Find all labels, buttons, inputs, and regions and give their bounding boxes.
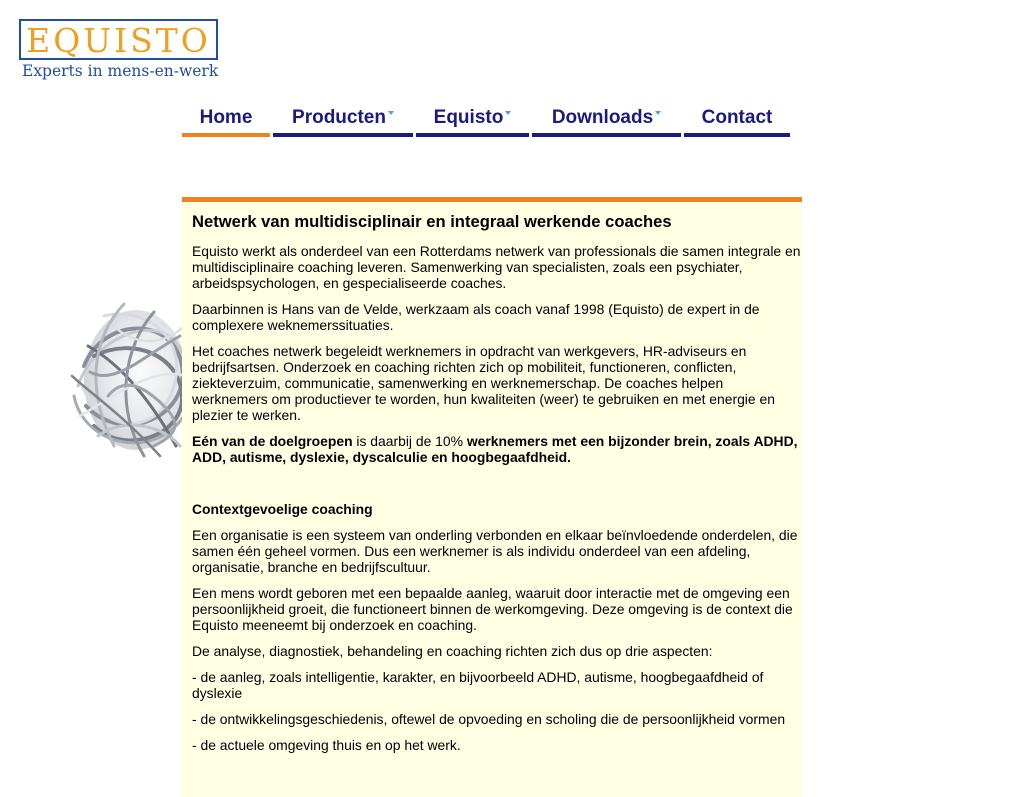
caret-down-icon: [505, 111, 511, 115]
nav-home-label: Home: [199, 106, 253, 128]
list-item: - de ontwikkelingsgeschiedenis, oftewel de opvoeding en scholing die de persoonlijkheid vormen: [192, 711, 786, 727]
page-title: Netwerk van multidisciplinair en integraal werkende coaches: [192, 212, 672, 231]
nav-contact[interactable]: [684, 102, 790, 137]
nav-downloads[interactable]: [532, 102, 681, 137]
caret-down-icon: [388, 111, 394, 115]
main-nav: [0, 102, 1024, 138]
paragraph: Het coaches netwerk begeleidt werknemers in opdracht van werkgevers, HR-adviseurs en bedrijfsartsen. Onderzoek en coaching richten zich op mobiliteit, functioneren, conflicten, ziekteverzuim, communicatie, samenwerking en werknemerschap. De coaches helpen werknemers om productiever te worden, hun kwaliteiten (weer) te gebruiken en met energie en plezier te werken.: [192, 343, 775, 423]
logo[interactable]: [19, 19, 218, 60]
nav-home[interactable]: [182, 102, 270, 137]
paragraph: Een mens wordt geboren met een bepaalde aanleg, waaruit door interactie met de omgeving een persoonlijkheid groeit, die functioneert binnen de werkomgeving. Deze omgeving is de context die Equisto meeneemt bij onderzoek en coaching.: [192, 585, 793, 633]
paragraph-target-group: [192, 433, 802, 465]
nav-producten[interactable]: [273, 102, 413, 137]
main-content: [182, 197, 802, 797]
text: is daarbij de 10%: [352, 433, 467, 449]
logo-text: EQUISTO: [26, 21, 211, 60]
paragraph: De analyse, diagnostiek, behandeling en coaching richten zich dus op drie aspecten:: [192, 643, 713, 659]
tagline: Experts in mens-en-werk: [22, 62, 219, 80]
nav-producten-label: Producten: [292, 106, 386, 128]
list-item: - de aanleg, zoals intelligentie, karakter, en bijvoorbeeld ADHD, autisme, hoogbegaafdheid of dyslexie: [192, 669, 764, 701]
nav-contact-label: Contact: [701, 106, 773, 128]
nav-downloads-label: Downloads: [551, 106, 654, 128]
paragraph: Een organisatie is een systeem van onderling verbonden en elkaar beïnvloedende onderdelen, die samen één geheel vormen. Dus een werknemer is als individu onderdeel van een afdeling, organisatie, branche en bedrijfscultuur.: [192, 527, 798, 575]
list-item: - de actuele omgeving thuis en op het werk.: [192, 737, 461, 753]
section-title: Contextgevoelige coaching: [192, 501, 373, 517]
emphasis: werknemers met een bijzonder brein, zoals ADHD, ADD, autisme, dyslexie, dyscalculie en hoogbegaafdheid.: [192, 433, 798, 465]
nav-equisto-label: Equisto: [433, 106, 504, 128]
paragraph: Daarbinnen is Hans van de Velde, werkzaam als coach vanaf 1998 (Equisto) de expert in de complexere weknemerssituaties.: [192, 301, 760, 333]
wire-ball-illustration: [64, 296, 188, 462]
caret-down-icon: [655, 111, 661, 115]
nav-equisto[interactable]: [416, 102, 529, 137]
emphasis: Eén van de doelgroepen: [192, 433, 353, 449]
paragraph: Equisto werkt als onderdeel van een Rotterdams netwerk van professionals die samen integrale en multidisciplinaire coaching leveren. Samenwerking van specialisten, zoals een psychiater, arbeidspsychologen, en gespecialiseerde coaches.: [192, 243, 801, 291]
spacer: [192, 475, 802, 501]
